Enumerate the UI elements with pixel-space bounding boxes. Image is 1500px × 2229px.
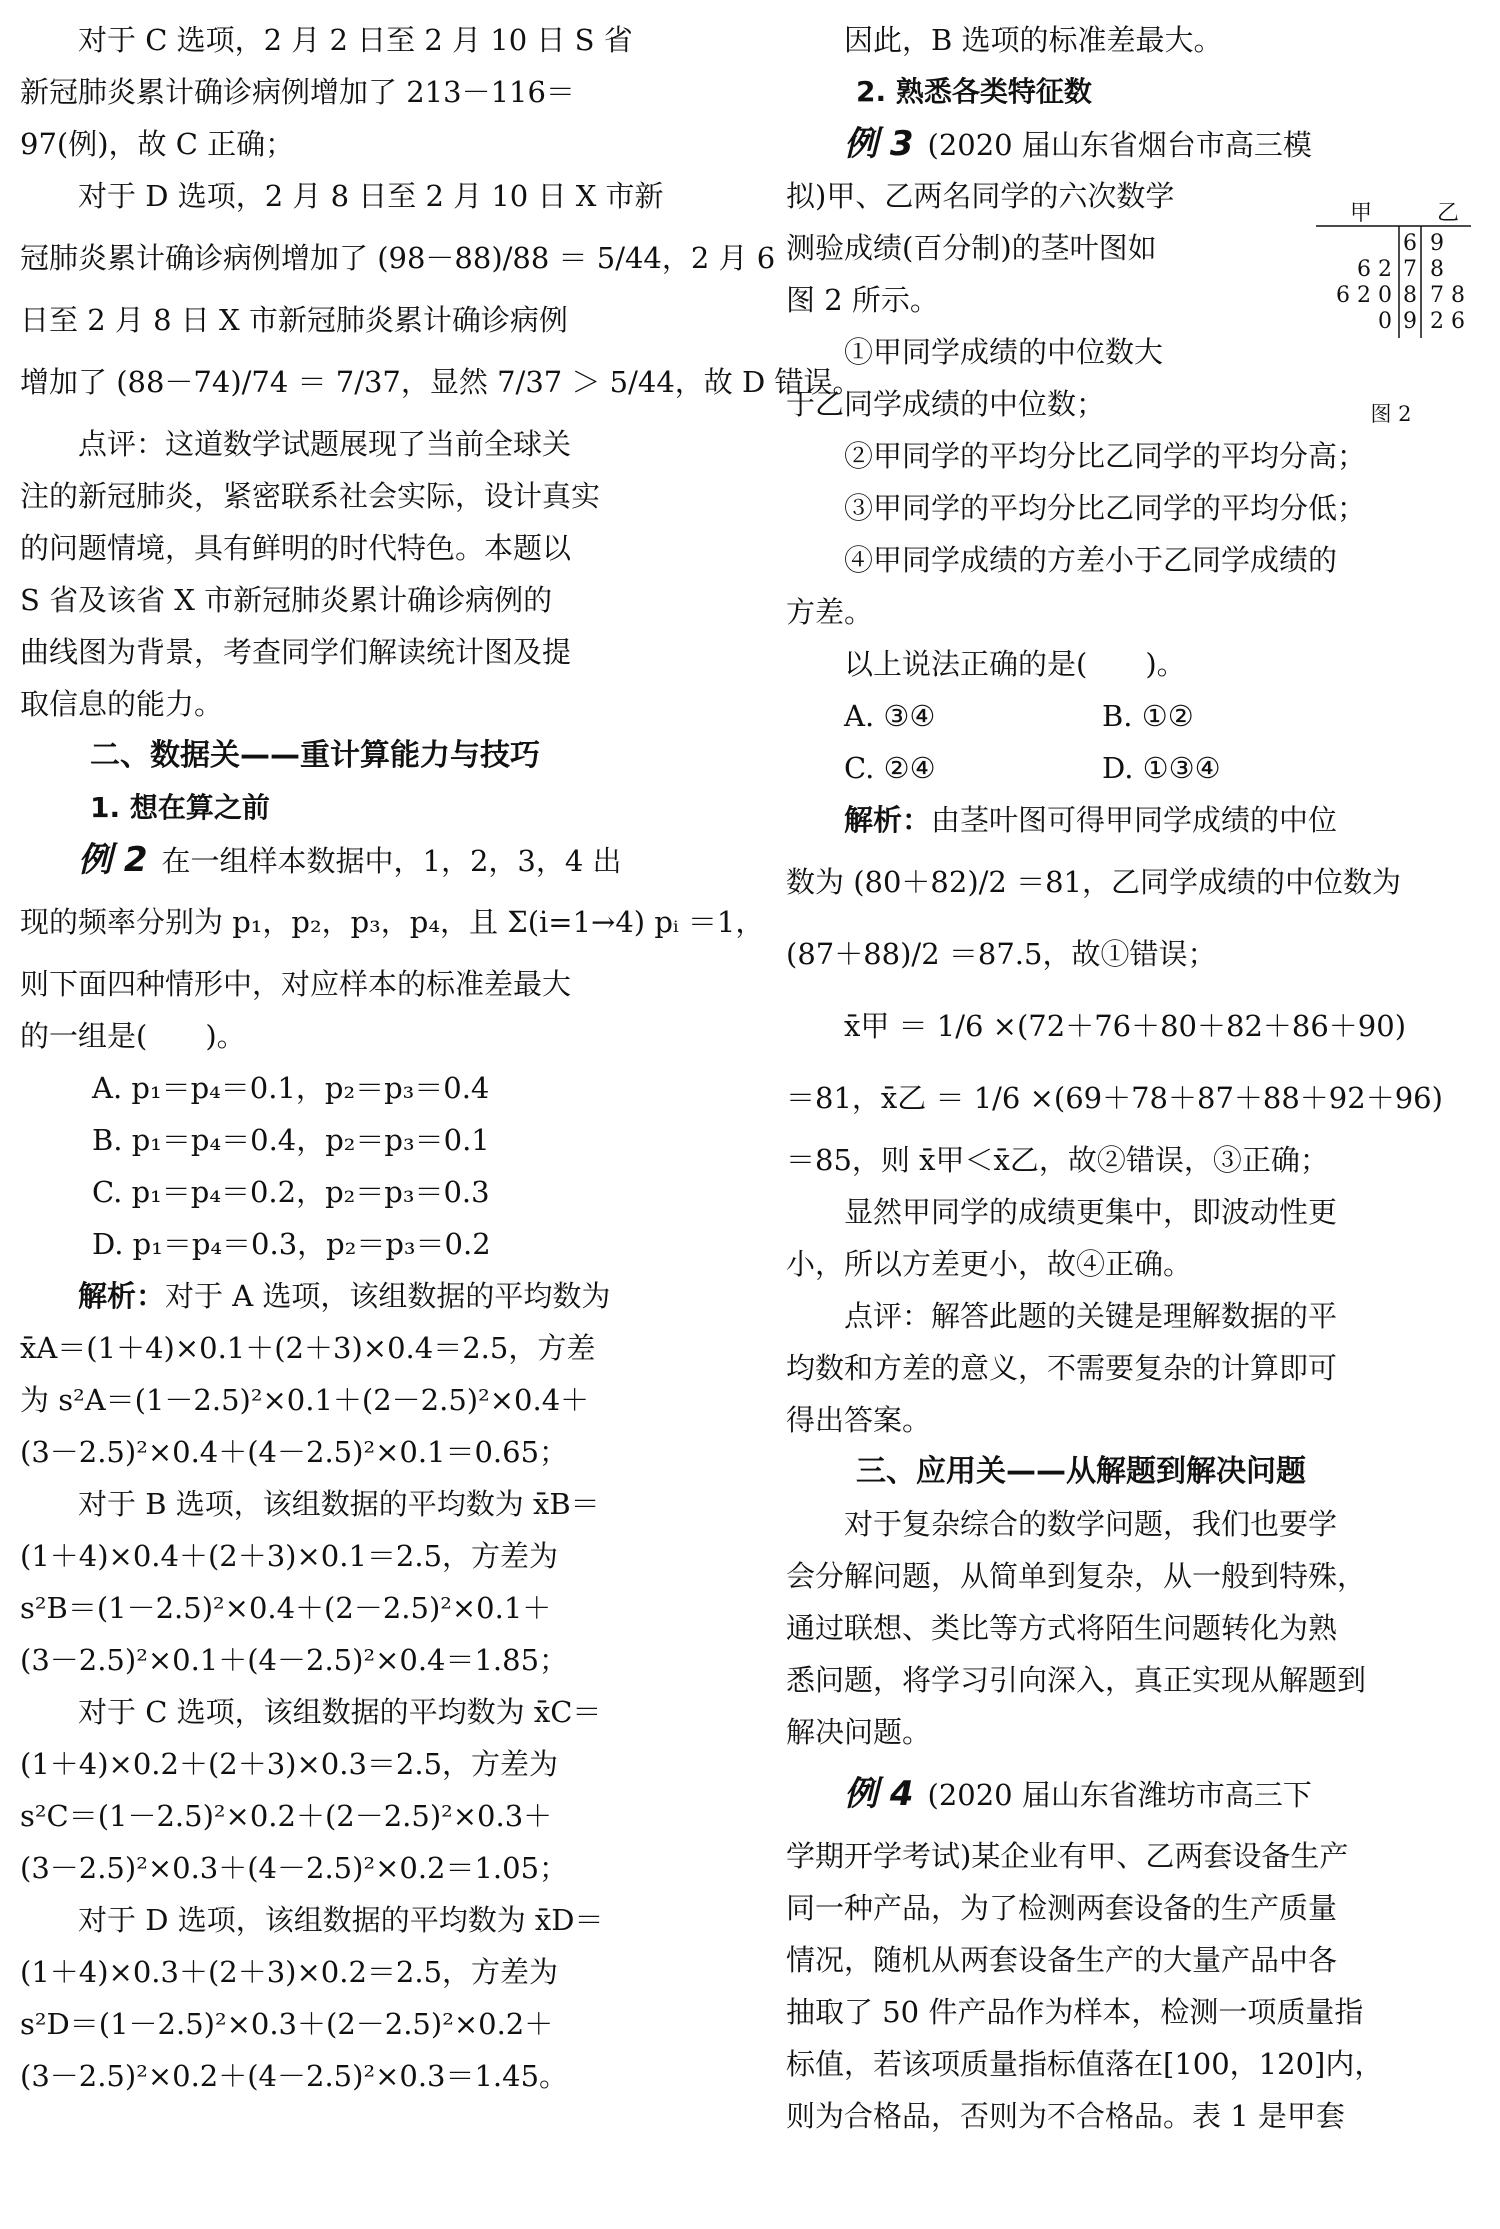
figure-caption: 图 2 bbox=[1370, 402, 1412, 426]
example-first-line bbox=[786, 1758, 1480, 1830]
text-line: ④甲同学成绩的方差小于乙同学成绩的 bbox=[844, 543, 1338, 577]
text-line: (1＋4)×0.2＋(2＋3)×0.3＝2.5，方差为 bbox=[20, 1747, 559, 1781]
example-text: (2020 届山东省烟台市高三模 bbox=[927, 128, 1312, 162]
text-line: 情况，随机从两套设备生产的大量产品中各 bbox=[786, 1943, 1338, 1977]
option-c: C. ②④ bbox=[844, 751, 936, 785]
text-line: ①甲同学成绩的中位数大 bbox=[844, 335, 1164, 369]
stem: 7 bbox=[1403, 257, 1417, 282]
analysis-label: 解析： bbox=[78, 1279, 166, 1313]
text-line: 则为合格品，否则为不合格品。表 1 是甲套 bbox=[786, 2099, 1345, 2133]
text-line: 现的频率分别为 p₁，p₂，p₃，p₄，且 Σ(i=1→4) pᵢ ＝1， bbox=[20, 905, 765, 939]
analysis-text: 由茎叶图可得甲同学成绩的中位 bbox=[931, 803, 1338, 837]
leaf-left: 6 2 bbox=[1357, 257, 1392, 282]
text-line: 对于 C 选项，2 月 2 日至 2 月 10 日 S 省 bbox=[78, 23, 633, 57]
option-a: A. p₁＝p₄＝0.1，p₂＝p₃＝0.4 bbox=[92, 1071, 490, 1105]
stem-leaf-diagram bbox=[1306, 196, 1476, 436]
text-line: 显然甲同学的成绩更集中，即波动性更 bbox=[844, 1195, 1338, 1229]
option-b: B. p₁＝p₄＝0.4，p₂＝p₃＝0.1 bbox=[92, 1123, 490, 1157]
text-line: (1＋4)×0.3＋(2＋3)×0.2＝2.5，方差为 bbox=[20, 1955, 559, 1989]
text-line: 对于复杂综合的数学问题，我们也要学 bbox=[844, 1507, 1338, 1541]
text-line: 的一组是( )。 bbox=[20, 1019, 246, 1053]
comment-line: 曲线图为背景，考查同学们解读统计图及提 bbox=[20, 635, 572, 669]
comment-line: 均数和方差的意义，不需要复杂的计算即可 bbox=[786, 1351, 1338, 1385]
example-first-line bbox=[786, 118, 1480, 170]
leaf-right: 9 bbox=[1430, 231, 1444, 256]
example-label: 例 4 bbox=[844, 1774, 914, 1814]
comment-line: 注的新冠肺炎，紧密联系社会实际，设计真实 bbox=[20, 479, 601, 513]
text-line: ＝85，则 x̄甲＜x̄乙，故②错误，③正确； bbox=[786, 1143, 1329, 1177]
comment-line: 取信息的能力。 bbox=[20, 687, 224, 721]
section-heading: 二、数据关——重计算能力与技巧 bbox=[90, 738, 540, 773]
text-line: ＝81，x̄乙 ＝ 1/6 ×(69＋78＋87＋88＋92＋96) bbox=[786, 1081, 1443, 1115]
text-line: 对于 D 选项，该组数据的平均数为 x̄D＝ bbox=[78, 1903, 604, 1937]
text-line: 图 2 所示。 bbox=[786, 283, 939, 317]
leaf-left: 0 bbox=[1378, 309, 1392, 334]
option-b: B. ①② bbox=[1102, 699, 1194, 733]
analysis-label: 解析： bbox=[844, 803, 932, 837]
option-d: D. ①③④ bbox=[1102, 751, 1221, 785]
text-line: 拟)甲、乙两名同学的六次数学 bbox=[786, 179, 1175, 213]
text-line: 小，所以方差更小，故④正确。 bbox=[786, 1247, 1193, 1281]
text-line: (3－2.5)²×0.1＋(4－2.5)²×0.4＝1.85； bbox=[20, 1643, 569, 1677]
stem: 9 bbox=[1403, 309, 1417, 334]
text-line: (1＋4)×0.4＋(2＋3)×0.1＝2.5，方差为 bbox=[20, 1539, 559, 1573]
text-line: 新冠肺炎累计确诊病例增加了 213－116＝ bbox=[20, 75, 575, 109]
text-line: 于乙同学成绩的中位数； bbox=[786, 387, 1106, 421]
example-first-line bbox=[20, 834, 710, 886]
leaf-left: 6 2 0 bbox=[1336, 283, 1392, 308]
text-line: x̄A＝(1＋4)×0.1＋(2＋3)×0.4＝2.5，方差 bbox=[20, 1331, 596, 1365]
subsection-heading: 1. 想在算之前 bbox=[90, 791, 270, 824]
text-line: s²D＝(1－2.5)²×0.3＋(2－2.5)²×0.2＋ bbox=[20, 2007, 554, 2041]
leaf-right: 8 bbox=[1430, 257, 1444, 282]
options-row bbox=[786, 742, 1480, 794]
options-row bbox=[786, 690, 1480, 742]
text-line: 日至 2 月 8 日 X 市新冠肺炎累计确诊病例 bbox=[20, 303, 568, 337]
comment-line: 的问题情境，具有鲜明的时代特色。本题以 bbox=[20, 531, 572, 565]
col-label-jia: 甲 bbox=[1349, 201, 1373, 226]
section-heading: 三、应用关——从解题到解决问题 bbox=[856, 1454, 1306, 1489]
text-line: 测验成绩(百分制)的茎叶图如 bbox=[786, 231, 1157, 265]
text-line: 解决问题。 bbox=[786, 1715, 932, 1749]
right-column bbox=[786, 14, 1480, 2142]
analysis-text: 对于 A 选项，该组数据的平均数为 bbox=[165, 1279, 611, 1313]
text-line: 数为 (80＋82)/2 ＝81，乙同学成绩的中位数为 bbox=[786, 865, 1401, 899]
text-line: 冠肺炎累计确诊病例增加了 (98－88)/88 ＝ 5/44，2 月 6 bbox=[20, 241, 776, 275]
example-text: 在一组样本数据中，1，2，3，4 出 bbox=[161, 844, 622, 878]
analysis-first-line bbox=[786, 794, 1480, 846]
text-line: 97(例)，故 C 正确； bbox=[20, 127, 295, 161]
text-line: 对于 C 选项，该组数据的平均数为 x̄C＝ bbox=[78, 1695, 602, 1729]
text-line: 学期开学考试)某企业有甲、乙两套设备生产 bbox=[786, 1839, 1349, 1873]
option-c: C. p₁＝p₄＝0.2，p₂＝p₃＝0.3 bbox=[92, 1175, 490, 1209]
leaf-right: 2 6 bbox=[1430, 309, 1465, 334]
comment-line: 点评：解答此题的关键是理解数据的平 bbox=[844, 1299, 1338, 1333]
col-label-yi: 乙 bbox=[1436, 201, 1460, 226]
text-line: s²C＝(1－2.5)²×0.2＋(2－2.5)²×0.3＋ bbox=[20, 1799, 553, 1833]
text-line: 对于 B 选项，该组数据的平均数为 x̄B＝ bbox=[78, 1487, 600, 1521]
text-line: 对于 D 选项，2 月 8 日至 2 月 10 日 X 市新 bbox=[78, 179, 664, 213]
text-line: 标值，若该项质量指标值落在[100，120]内， bbox=[786, 2047, 1384, 2081]
stem: 8 bbox=[1403, 283, 1417, 308]
analysis-first-line bbox=[20, 1270, 710, 1322]
text-line: s²B＝(1－2.5)²×0.4＋(2－2.5)²×0.1＋ bbox=[20, 1591, 552, 1625]
comment-line: 点评：这道数学试题展现了当前全球关 bbox=[78, 427, 572, 461]
text-line: (3－2.5)²×0.2＋(4－2.5)²×0.3＝1.45。 bbox=[20, 2059, 569, 2093]
text-line: 因此，B 选项的标准差最大。 bbox=[844, 23, 1223, 57]
example-text: (2020 届山东省潍坊市高三下 bbox=[927, 1778, 1312, 1812]
example-label: 例 2 bbox=[78, 840, 148, 880]
text-line: x̄甲 ＝ 1/6 ×(72＋76＋80＋82＋86＋90) bbox=[844, 1009, 1407, 1043]
text-line: (3－2.5)²×0.4＋(4－2.5)²×0.1＝0.65； bbox=[20, 1435, 569, 1469]
text-line: 方差。 bbox=[786, 595, 874, 629]
example-label: 例 3 bbox=[844, 124, 914, 164]
comment-line: 得出答案。 bbox=[786, 1403, 932, 1437]
text-line: 会分解问题，从简单到复杂，从一般到特殊， bbox=[786, 1559, 1367, 1593]
option-a: A. ③④ bbox=[844, 699, 936, 733]
text-line: 为 s²A＝(1－2.5)²×0.1＋(2－2.5)²×0.4＋ bbox=[20, 1383, 590, 1417]
text-line: 同一种产品，为了检测两套设备的生产质量 bbox=[786, 1891, 1338, 1925]
subsection-heading: 2. 熟悉各类特征数 bbox=[856, 75, 1092, 108]
stem: 6 bbox=[1403, 231, 1417, 256]
text-line: (3－2.5)²×0.3＋(4－2.5)²×0.2＝1.05； bbox=[20, 1851, 569, 1885]
text-line: 悉问题，将学习引向深入，真正实现从解题到 bbox=[786, 1663, 1367, 1697]
comment-line: S 省及该省 X 市新冠肺炎累计确诊病例的 bbox=[20, 583, 553, 617]
text-line: (87＋88)/2 ＝87.5，故①错误； bbox=[786, 937, 1217, 971]
option-d: D. p₁＝p₄＝0.3，p₂＝p₃＝0.2 bbox=[92, 1227, 491, 1261]
text-line: ③甲同学的平均分比乙同学的平均分低； bbox=[844, 491, 1367, 525]
text-line: 通过联想、类比等方式将陌生问题转化为熟 bbox=[786, 1611, 1338, 1645]
text-line: 增加了 (88－74)/74 ＝ 7/37，显然 7/37 ＞ 5/44，故 D 错误。 bbox=[20, 365, 862, 399]
stem-leaf-figure bbox=[1306, 196, 1476, 436]
leaf-right: 7 8 bbox=[1430, 283, 1465, 308]
text-line: 则下面四种情形中，对应样本的标准差最大 bbox=[20, 967, 572, 1001]
text-line: 抽取了 50 件产品作为样本，检测一项质量指 bbox=[786, 1995, 1364, 2029]
text-line: ②甲同学的平均分比乙同学的平均分高； bbox=[844, 439, 1367, 473]
text-line: 以上说法正确的是( )。 bbox=[844, 647, 1186, 681]
